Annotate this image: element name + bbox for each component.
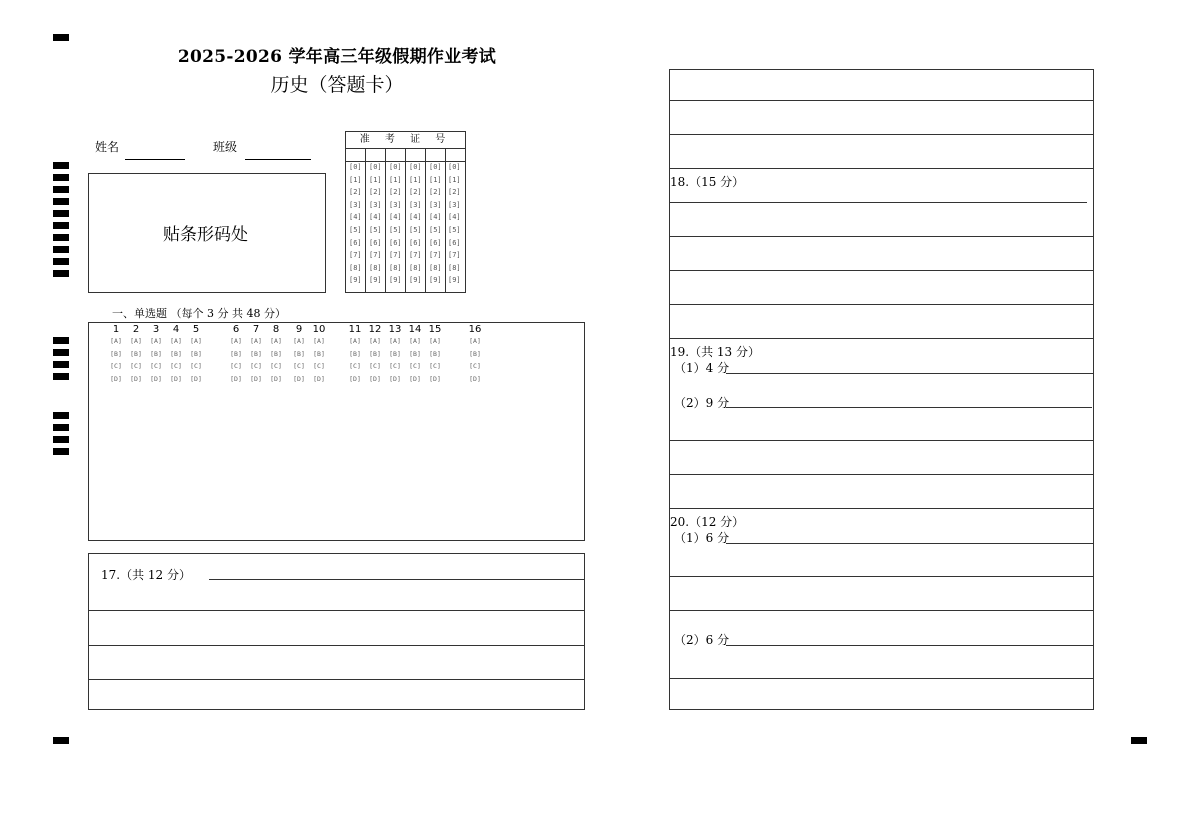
exam-id-bubble[interactable]: [5] [349, 226, 362, 234]
timing-mark [53, 162, 69, 169]
q18-line-2[interactable] [669, 236, 1094, 237]
exam-subtitle: 历史（答题卡） [270, 74, 404, 96]
mcq-option-bubble[interactable]: [B] [429, 349, 441, 358]
q20-line-2[interactable] [669, 576, 1094, 577]
mcq-option-bubble[interactable]: [A] [369, 337, 381, 345]
mcq-option-bubble[interactable]: [C] [150, 362, 162, 370]
q20-line-4[interactable] [726, 645, 1094, 646]
mcq-option-bubble[interactable]: [B] [230, 349, 242, 358]
mcq-option-bubble[interactable]: [A] [389, 337, 401, 345]
exam-id-bubble[interactable]: [4] [409, 213, 422, 222]
class-label: 班级 [213, 140, 238, 154]
q17-line-2[interactable] [88, 610, 585, 611]
exam-id-bubble[interactable]: [1] [409, 175, 422, 184]
exam-id-bubble[interactable]: [6] [369, 238, 382, 247]
q20-line-3[interactable] [669, 610, 1094, 611]
exam-id-bubble[interactable]: [2] [448, 188, 461, 197]
exam-id-bubble[interactable]: [2] [409, 188, 422, 197]
exam-id-bubble[interactable]: [9] [389, 276, 402, 285]
exam-id-bubble[interactable]: [3] [429, 200, 442, 209]
mcq-option-bubble[interactable]: [C] [389, 362, 401, 370]
mcq-option-bubble[interactable]: [B] [270, 349, 282, 358]
timing-mark [53, 349, 69, 356]
timing-mark [53, 210, 69, 217]
mcq-option-bubble[interactable]: [B] [469, 349, 481, 358]
mcq-option-bubble[interactable]: [C] [110, 362, 122, 370]
exam-id-bubble[interactable]: [1] [448, 175, 461, 184]
exam-id-bubble[interactable]: [6] [448, 238, 461, 247]
exam-id-bubble[interactable]: [6] [409, 238, 422, 247]
mcq-option-bubble[interactable]: [B] [190, 349, 202, 358]
timing-mark [53, 270, 69, 277]
q19-line-4[interactable] [669, 474, 1094, 475]
exam-id-bubble[interactable]: [8] [448, 263, 461, 272]
exam-id-bubble[interactable]: [4] [369, 213, 382, 222]
mcq-question-number: 8 [272, 324, 280, 335]
q20-line-1[interactable] [726, 543, 1094, 544]
exam-id-bubble[interactable]: [3] [349, 200, 362, 209]
mcq-question-number: 11 [348, 324, 362, 335]
mcq-option-bubble[interactable]: [C] [190, 362, 202, 370]
exam-id-bubble[interactable]: [9] [409, 276, 422, 285]
exam-id-bubble[interactable]: [7] [369, 251, 382, 260]
q18-line-1[interactable] [669, 202, 1087, 203]
mcq-option-bubble[interactable]: [A] [409, 337, 421, 345]
mcq-option-bubble[interactable]: [C] [313, 362, 325, 370]
mcq-question-number: 12 [368, 324, 382, 335]
mcq-option-bubble[interactable]: [C] [469, 362, 481, 370]
timing-mark [53, 174, 69, 181]
exam-id-bubble[interactable]: [1] [429, 175, 442, 184]
mcq-option-bubble[interactable]: [C] [250, 362, 262, 370]
q20-part2-label: （2）6 分 [674, 633, 730, 647]
mcq-option-bubble[interactable]: [B] [170, 349, 182, 358]
exam-id-title: 准 考 证 号 [346, 132, 465, 149]
mcq-question-number: 6 [232, 324, 240, 335]
mcq-question-number: 1 [112, 324, 120, 335]
mcq-question-number: 5 [192, 324, 200, 335]
q18-line-3[interactable] [669, 270, 1094, 271]
r-line-1[interactable] [669, 100, 1094, 101]
mcq-option-bubble[interactable]: [D] [389, 374, 401, 383]
mcq-option-bubble[interactable]: [D] [313, 374, 325, 383]
exam-id-bubble[interactable]: [1] [369, 175, 382, 184]
exam-id-bubble[interactable]: [7] [349, 251, 362, 260]
mcq-option-bubble[interactable]: [B] [409, 349, 421, 358]
mcq-option-bubble[interactable]: [D] [150, 374, 162, 383]
mcq-question-number: 3 [152, 324, 160, 335]
mcq-option-bubble[interactable]: [B] [130, 349, 142, 358]
mcq-option-bubble[interactable]: [A] [230, 337, 242, 345]
q17-line-1[interactable] [209, 579, 585, 580]
mcq-question-number: 10 [312, 324, 326, 335]
exam-id-bubble[interactable]: [5] [429, 226, 442, 234]
mcq-option-bubble[interactable]: [D] [190, 374, 202, 383]
exam-id-bubble[interactable]: [8] [429, 263, 442, 272]
mcq-option-bubble[interactable]: [B] [293, 349, 305, 358]
mcq-option-bubble[interactable]: [C] [369, 362, 381, 370]
timing-mark [53, 234, 69, 241]
q19-part1-label: （1）4 分 [674, 361, 730, 375]
q17-line-3[interactable] [88, 645, 585, 646]
exam-id-bubble[interactable]: [5] [369, 226, 382, 234]
exam-id-bubble[interactable]: [8] [349, 263, 362, 272]
mcq-option-bubble[interactable]: [D] [429, 374, 441, 383]
mcq-option-bubble[interactable]: [D] [250, 374, 262, 383]
r-line-3[interactable] [669, 168, 1094, 169]
q20-part1-label: （1）6 分 [674, 531, 730, 545]
q20-title: 20.（12 分） [670, 515, 745, 529]
q18-line-5[interactable] [669, 338, 1094, 339]
timing-mark [53, 412, 69, 419]
mcq-option-bubble[interactable]: [D] [170, 374, 182, 383]
exam-id-bubble[interactable]: [1] [349, 175, 362, 184]
mcq-option-bubble[interactable]: [A] [150, 337, 162, 345]
exam-id-bubble[interactable]: [6] [429, 238, 442, 247]
timing-mark [53, 258, 69, 265]
q17-title: 17.（共 12 分） [101, 568, 191, 582]
exam-id-bubble[interactable]: [0] [429, 163, 442, 171]
barcode-label: 贴条形码处 [163, 225, 248, 245]
exam-id-bubble[interactable]: [2] [429, 188, 442, 197]
exam-id-bubble[interactable]: [6] [389, 238, 402, 247]
mcq-option-bubble[interactable]: [C] [293, 362, 305, 370]
exam-id-bubble[interactable]: [3] [389, 200, 402, 209]
exam-id-bubble[interactable]: [9] [448, 276, 461, 285]
r-line-2[interactable] [669, 134, 1094, 135]
exam-id-bubble[interactable]: [7] [448, 251, 461, 260]
timing-mark [53, 448, 69, 455]
mcq-option-bubble[interactable]: [B] [369, 349, 381, 358]
exam-id-bubble[interactable]: [8] [369, 263, 382, 272]
exam-id-bubble[interactable]: [4] [389, 213, 402, 222]
timing-mark [53, 436, 69, 443]
mcq-question-number: 2 [132, 324, 140, 335]
mcq-option-bubble[interactable]: [B] [250, 349, 262, 358]
mcq-option-bubble[interactable]: [C] [429, 362, 441, 370]
mcq-option-bubble[interactable]: [A] [313, 337, 325, 345]
exam-id-bubble[interactable]: [0] [409, 163, 422, 171]
mcq-option-bubble[interactable]: [C] [170, 362, 182, 370]
mcq-option-bubble[interactable]: [A] [250, 337, 262, 345]
mcq-option-bubble[interactable]: [A] [270, 337, 282, 345]
exam-id-bubble[interactable]: [3] [448, 200, 461, 209]
mcq-option-bubble[interactable]: [B] [313, 349, 325, 358]
exam-id-bubble[interactable]: [4] [349, 213, 362, 222]
mcq-option-bubble[interactable]: [D] [230, 374, 242, 383]
exam-id-bubble[interactable]: [3] [369, 200, 382, 209]
exam-title: 2025-2026 学年高三年级假期作业考试 [177, 47, 497, 67]
exam-id-bubble[interactable]: [5] [448, 226, 461, 234]
mcq-option-bubble[interactable]: [A] [170, 337, 182, 345]
exam-id-bubble[interactable]: [7] [409, 251, 422, 260]
q19-title: 19.（共 13 分） [670, 345, 760, 359]
timing-mark [53, 246, 69, 253]
class-field[interactable] [245, 159, 311, 160]
name-field[interactable] [125, 159, 185, 160]
exam-id-bubble[interactable]: [7] [389, 251, 402, 260]
mcq-option-bubble[interactable]: [D] [270, 374, 282, 383]
q19-line-3[interactable] [669, 440, 1094, 441]
mcq-option-bubble[interactable]: [C] [409, 362, 421, 370]
corner-mark-bottom-left [53, 737, 69, 744]
mcq-question-number: 14 [408, 324, 422, 335]
mcq-question-number: 7 [252, 324, 260, 335]
q19-line-5[interactable] [669, 508, 1094, 509]
exam-id-bubble[interactable]: [8] [389, 263, 402, 272]
exam-id-bubble[interactable]: [5] [389, 226, 402, 234]
exam-id-bubble[interactable]: [2] [369, 188, 382, 197]
mcq-option-bubble[interactable]: [A] [293, 337, 305, 345]
exam-id-bubble[interactable]: [3] [409, 200, 422, 209]
right-answer-box [669, 69, 1094, 710]
mcq-option-bubble[interactable]: [B] [110, 349, 122, 358]
exam-id-bubble[interactable]: [6] [349, 238, 362, 247]
mcq-option-bubble[interactable]: [D] [409, 374, 421, 383]
timing-mark [53, 361, 69, 368]
exam-id-bubble[interactable]: [8] [409, 263, 422, 272]
exam-id-bubble[interactable]: [4] [448, 213, 461, 222]
mcq-option-bubble[interactable]: [D] [349, 374, 361, 383]
name-label: 姓名 [95, 140, 120, 154]
exam-id-bubble[interactable]: [0] [349, 163, 362, 171]
exam-id-bubble[interactable]: [4] [429, 213, 442, 222]
q19-part2-label: （2）9 分 [674, 396, 730, 410]
timing-mark [53, 337, 69, 344]
timing-mark [53, 186, 69, 193]
exam-id-bubble[interactable]: [0] [448, 163, 461, 171]
corner-mark-top-left [53, 34, 69, 41]
mcq-option-bubble[interactable]: [B] [150, 349, 162, 358]
mcq-question-number: 13 [388, 324, 402, 335]
timing-mark [53, 373, 69, 380]
mcq-section-title: 一、单选题 （每个 3 分 共 48 分） [112, 307, 286, 320]
mcq-option-bubble[interactable]: [D] [130, 374, 142, 383]
exam-id-bubble[interactable]: [9] [369, 276, 382, 285]
q19-line-1[interactable] [726, 373, 1094, 374]
mcq-question-number: 9 [295, 324, 303, 335]
mcq-question-number: 15 [428, 324, 442, 335]
exam-id-bubble[interactable]: [7] [429, 251, 442, 260]
mcq-option-bubble[interactable]: [C] [230, 362, 242, 370]
mcq-option-bubble[interactable]: [D] [293, 374, 305, 383]
mcq-option-bubble[interactable]: [B] [389, 349, 401, 358]
q17-line-4[interactable] [88, 679, 585, 680]
exam-id-bubble[interactable]: [1] [389, 175, 402, 184]
mcq-option-bubble[interactable]: [D] [469, 374, 481, 383]
mcq-option-bubble[interactable]: [D] [369, 374, 381, 383]
mcq-option-bubble[interactable]: [D] [110, 374, 122, 383]
exam-id-bubble[interactable]: [2] [389, 188, 402, 197]
mcq-option-bubble[interactable]: [A] [130, 337, 142, 345]
mcq-option-bubble[interactable]: [B] [349, 349, 361, 358]
mcq-option-bubble[interactable]: [C] [349, 362, 361, 370]
timing-mark [53, 198, 69, 205]
mcq-option-bubble[interactable]: [A] [429, 337, 441, 345]
mcq-option-bubble[interactable]: [A] [110, 337, 122, 345]
corner-mark-bottom-right [1131, 737, 1147, 744]
mcq-option-bubble[interactable]: [C] [270, 362, 282, 370]
q19-line-2[interactable] [726, 407, 1092, 408]
q18-line-4[interactable] [669, 304, 1094, 305]
exam-id-bubble[interactable]: [9] [429, 276, 442, 285]
mcq-option-bubble[interactable]: [C] [130, 362, 142, 370]
exam-id-bubble[interactable]: [0] [369, 163, 382, 171]
exam-id-bubble[interactable]: [5] [409, 226, 422, 234]
mcq-option-bubble[interactable]: [A] [190, 337, 202, 345]
exam-id-bubble[interactable]: [9] [349, 276, 362, 285]
mcq-option-bubble[interactable]: [A] [349, 337, 361, 345]
mcq-option-bubble[interactable]: [A] [469, 337, 481, 345]
timing-mark [53, 424, 69, 431]
mcq-question-number: 16 [468, 324, 482, 335]
mcq-question-number: 4 [172, 324, 180, 335]
timing-mark [53, 222, 69, 229]
exam-id-bubble[interactable]: [2] [349, 188, 362, 197]
exam-id-bubble[interactable]: [0] [389, 163, 402, 171]
q20-line-5[interactable] [669, 678, 1094, 679]
q18-title: 18.（15 分） [670, 175, 745, 189]
